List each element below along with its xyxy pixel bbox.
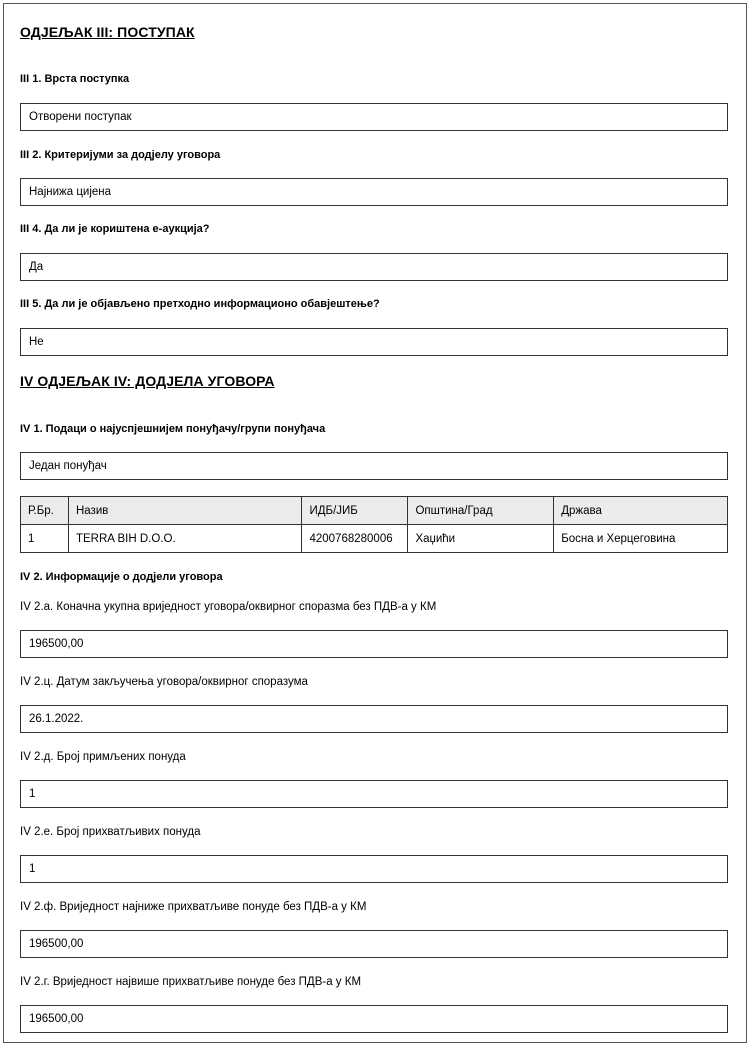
q-4-2g-label: IV 2.г. Вриједност највише прихватљиве понуде без ПДВ-а у КМ: [20, 976, 362, 988]
q-4-2c-label: IV 2.ц. Датум закључења уговора/оквирног споразума: [20, 676, 308, 688]
cell-id: 4200768280006: [302, 525, 408, 553]
section-4-heading: IV ОДЈЕЉАК IV: ДОДЈЕЛА УГОВОРА: [20, 373, 275, 389]
q-3-2-value: Најнижа цијена: [20, 178, 728, 206]
col-header-name: Назив: [68, 497, 302, 525]
cell-municipality: Хаџићи: [408, 525, 554, 553]
q-4-2a-label: IV 2.а. Коначна укупна вриједност уговора/оквирног споразма без ПДВ-а у КМ: [20, 601, 437, 613]
document-page: [3, 3, 747, 1043]
q-4-2c-value: 26.1.2022.: [20, 705, 728, 733]
q-3-5-label: III 5. Да ли је објављено претходно информационо обавјештење?: [20, 298, 380, 310]
cell-name: TERRA BIH D.O.O.: [68, 525, 302, 553]
table-row: [21, 525, 728, 553]
q-4-2g-value: 196500,00: [20, 1005, 728, 1033]
table-header-row: [21, 497, 728, 525]
q-4-2a-value: 196500,00: [20, 630, 728, 658]
q-4-2-label: IV 2. Информације о додјели уговора: [20, 571, 223, 583]
q-4-2e-value: 1: [20, 855, 728, 883]
q-3-1-label: III 1. Врста поступка: [20, 73, 130, 85]
q-4-1-value: Један понуђач: [20, 452, 728, 480]
q-4-1-label: IV 1. Подаци о најуспјешнијем понуђачу/групи понуђача: [20, 423, 326, 435]
q-3-4-label: III 4. Да ли је кориштена е-аукција?: [20, 223, 210, 235]
col-header-country: Држава: [554, 497, 728, 525]
cell-number: 1: [21, 525, 69, 553]
q-4-2e-label: IV 2.е. Број прихватљивих понуда: [20, 826, 201, 838]
col-header-id: ИДБ/ЈИБ: [302, 497, 408, 525]
q-4-2d-label: IV 2.д. Број примљених понуда: [20, 751, 186, 763]
q-4-2d-value: 1: [20, 780, 728, 808]
q-4-2f-label: IV 2.ф. Вриједност најниже прихватљиве понуде без ПДВ-а у КМ: [20, 901, 367, 913]
bidders-table: [20, 496, 728, 553]
cell-country: Босна и Херцеговина: [554, 525, 728, 553]
q-3-2-label: III 2. Критеријуми за додјелу уговора: [20, 149, 221, 161]
col-header-number: Р.Бр.: [21, 497, 69, 525]
col-header-municipality: Општина/Град: [408, 497, 554, 525]
q-3-5-value: Не: [20, 328, 728, 356]
section-3-heading: ОДЈЕЉАК III: ПОСТУПАК: [20, 24, 195, 40]
q-3-1-value: Отворени поступак: [20, 103, 728, 131]
q-3-4-value: Да: [20, 253, 728, 281]
q-4-2f-value: 196500,00: [20, 930, 728, 958]
